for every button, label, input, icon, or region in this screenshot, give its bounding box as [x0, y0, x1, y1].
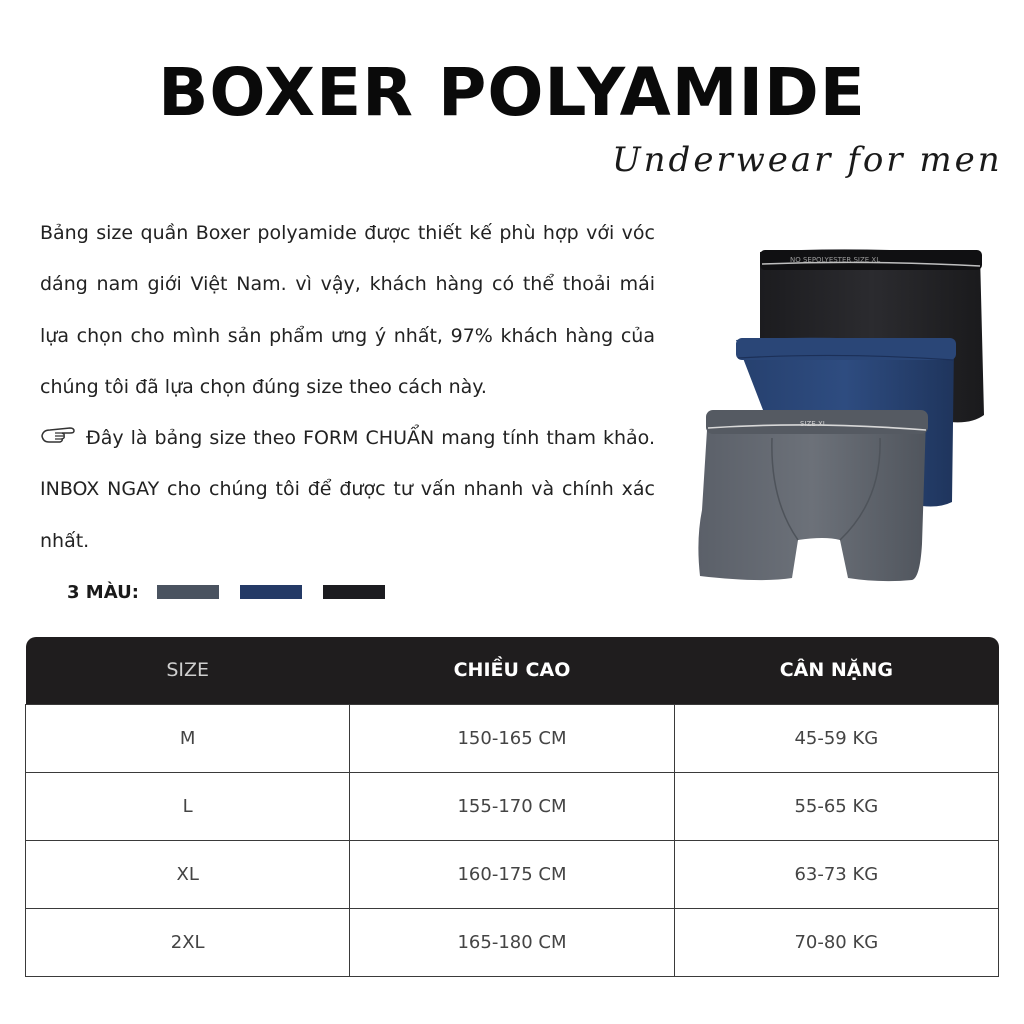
column-header-size: SIZE — [26, 637, 350, 704]
color-options — [67, 578, 406, 606]
size-cell: L — [26, 772, 350, 840]
description-note-text: Đây là bảng size theo FORM CHUẨN mang tính tham khảo. INBOX NGAY cho chúng tôi để được tư vấn nhanh và chính xác nhất. — [40, 427, 655, 552]
table-row — [26, 704, 999, 772]
black-band-text: NO SEPOLYESTER SIZE XL — [790, 256, 881, 264]
table-header-row — [26, 637, 999, 704]
table-row — [26, 772, 999, 840]
color-swatch-gray[interactable] — [157, 585, 219, 599]
color-swatch-black[interactable] — [323, 585, 385, 599]
height-cell: 150-165 CM — [350, 704, 674, 772]
size-cell: M — [26, 704, 350, 772]
description-note — [40, 413, 655, 567]
height-cell: 165-180 CM — [350, 908, 674, 976]
size-table — [25, 637, 999, 977]
size-cell: 2XL — [26, 908, 350, 976]
boxer-briefs-illustration — [690, 240, 990, 590]
page-subtitle: Underwear for men — [612, 140, 1003, 180]
product-image — [690, 240, 990, 590]
weight-cell: 45-59 KG — [674, 704, 998, 772]
size-cell: XL — [26, 840, 350, 908]
pointing-hand-icon — [40, 413, 78, 464]
table-row — [26, 908, 999, 976]
height-cell: 155-170 CM — [350, 772, 674, 840]
gray-band-text: SIZE XL — [800, 420, 827, 428]
table-row — [26, 840, 999, 908]
color-swatch-navy[interactable] — [240, 585, 302, 599]
weight-cell: 55-65 KG — [674, 772, 998, 840]
height-cell: 160-175 CM — [350, 840, 674, 908]
weight-cell: 63-73 KG — [674, 840, 998, 908]
weight-cell: 70-80 KG — [674, 908, 998, 976]
page-title: BOXER POLYAMIDE — [158, 54, 866, 131]
description — [40, 208, 655, 567]
column-header-height: CHIỀU CAO — [350, 637, 674, 704]
colors-label: 3 MÀU: — [67, 581, 139, 603]
column-header-weight: CÂN NẶNG — [674, 637, 998, 704]
description-paragraph: Bảng size quần Boxer polyamide được thiết kế phù hợp với vóc dáng nam giới Việt Nam. vì vậy, khách hàng có thể thoải mái lựa chọn cho mình sản phẩm ưng ý nhất, 97% khách hàng của chúng tôi đã lựa chọn đúng size theo cách này. — [40, 222, 655, 398]
